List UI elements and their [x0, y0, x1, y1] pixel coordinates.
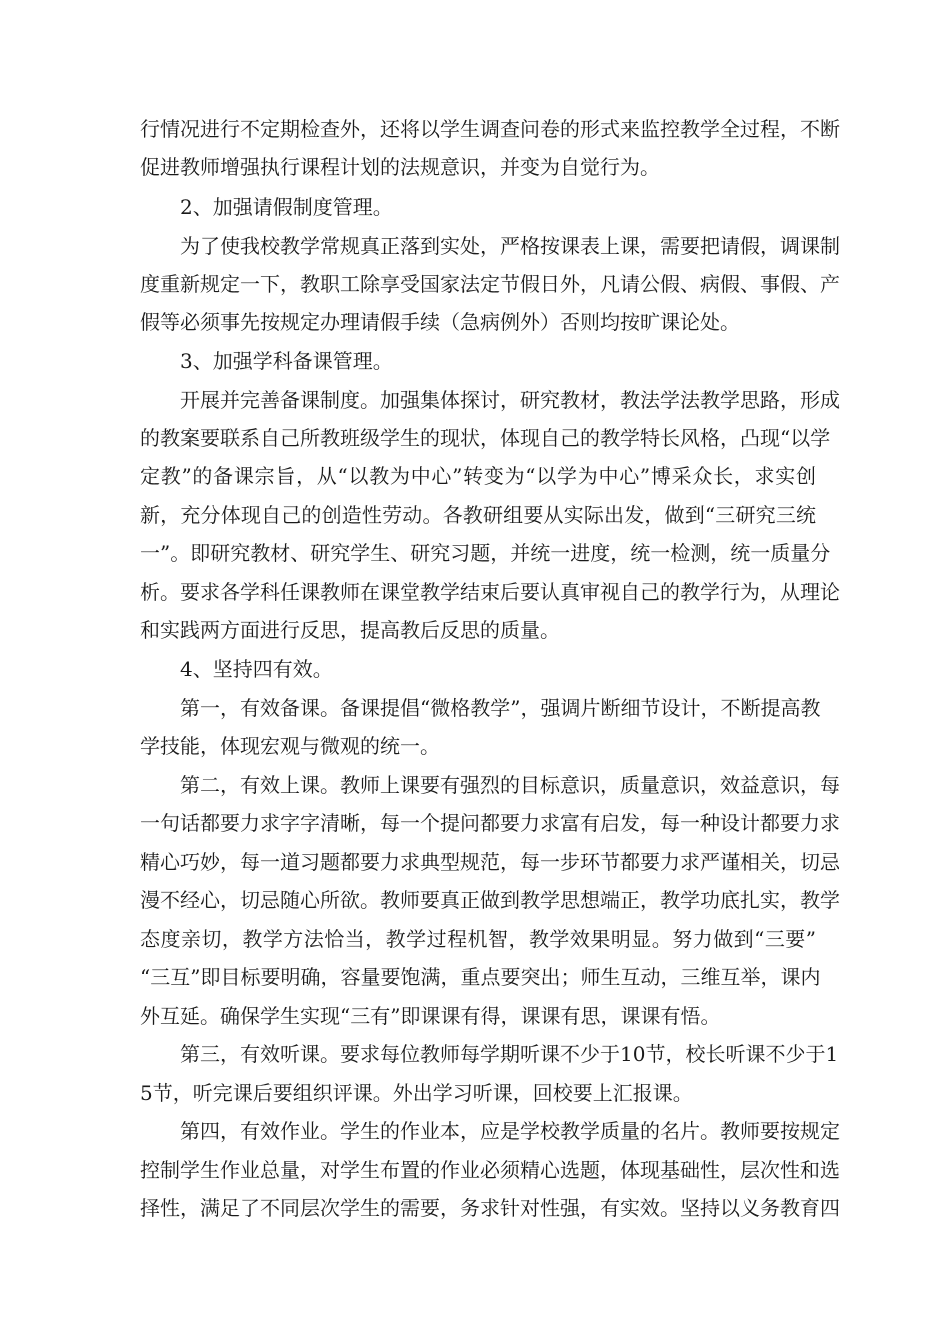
text-line: 促进教师增强执行课程计划的法规意识，并变为自觉行为。 [140, 155, 660, 179]
text-line: 行情况进行不定期检查外，还将以学生调查问卷的形式来监控教学全过程，不断 [140, 117, 840, 141]
text-line: 择性，满足了不同层次学生的需要，务求针对性强，有实效。坚持以义务教育四 [140, 1196, 840, 1220]
text-line: 第四，有效作业。学生的作业本，应是学校教学质量的名片。教师要按规定 [180, 1119, 840, 1143]
section-heading: 2、加强请假制度管理。 [180, 195, 393, 219]
section-heading: 4、坚持四有效。 [180, 657, 333, 681]
text-line: 外互延。确保学生实现“三有”即课课有得，课课有思，课课有悟。 [140, 1004, 721, 1028]
text-line: 度重新规定一下，教职工除享受国家法定节假日外，凡请公假、病假、事假、产 [140, 272, 840, 296]
text-line: 学技能，体现宏观与微观的统一。 [140, 734, 440, 758]
text-line: 假等必须事先按规定办理请假手续（急病例外）否则均按旷课论处。 [140, 310, 740, 334]
text-line: 第三，有效听课。要求每位教师每学期听课不少于10节，校长听课不少于1 [180, 1042, 839, 1066]
text-line: 的教案要联系自己所教班级学生的现状，体现自己的教学特长风格，凸现“以学 [140, 426, 831, 450]
text-line: 一句话都要力求字字清晰，每一个提问都要力求富有启发，每一种设计都要力求 [140, 811, 840, 835]
text-line: 控制学生作业总量，对学生布置的作业必须精心选题，体现基础性，层次性和选 [140, 1158, 840, 1182]
text-line: 第一，有效备课。备课提倡“微格教学”，强调片断细节设计，不断提高教 [180, 696, 821, 720]
text-line: 为了使我校教学常规真正落到实处，严格按课表上课，需要把请假，调课制 [180, 234, 840, 258]
text-line: 5节，听完课后要组织评课。外出学习听课，回校要上汇报课。 [140, 1081, 693, 1105]
text-line: 态度亲切，教学方法恰当，教学过程机智，教学效果明显。努力做到“三要” [140, 927, 816, 951]
text-line: 定教”的备课宗旨，从“以教为中心”转变为“以学为中心”博采众长，求实创 [140, 464, 816, 488]
text-line: 第二，有效上课。教师上课要有强烈的目标意识，质量意识，效益意识，每 [180, 773, 840, 797]
section-heading: 3、加强学科备课管理。 [180, 349, 393, 373]
text-line: 新，充分体现自己的创造性劳动。各教研组要从实际出发，做到“三研究三统 [140, 503, 816, 527]
text-line: 析。要求各学科任课教师在课堂教学结束后要认真审视自己的教学行为，从理论 [140, 580, 840, 604]
text-line: 开展并完善备课制度。加强集体探讨，研究教材，教法学法教学思路，形成 [180, 388, 840, 412]
text-line: “三互”即目标要明确，容量要饱满，重点要突出；师生互动，三维互举，课内 [140, 965, 821, 989]
text-line: 一”。即研究教材、研究学生、研究习题，并统一进度，统一检测，统一质量分 [140, 541, 831, 565]
text-line: 精心巧妙，每一道习题都要力求典型规范，每一步环节都要力求严谨相关，切忌 [140, 850, 840, 874]
text-line: 和实践两方面进行反思，提高教后反思的质量。 [140, 618, 560, 642]
text-line: 漫不经心，切忌随心所欲。教师要真正做到教学思想端正，教学功底扎实，教学 [140, 888, 840, 912]
